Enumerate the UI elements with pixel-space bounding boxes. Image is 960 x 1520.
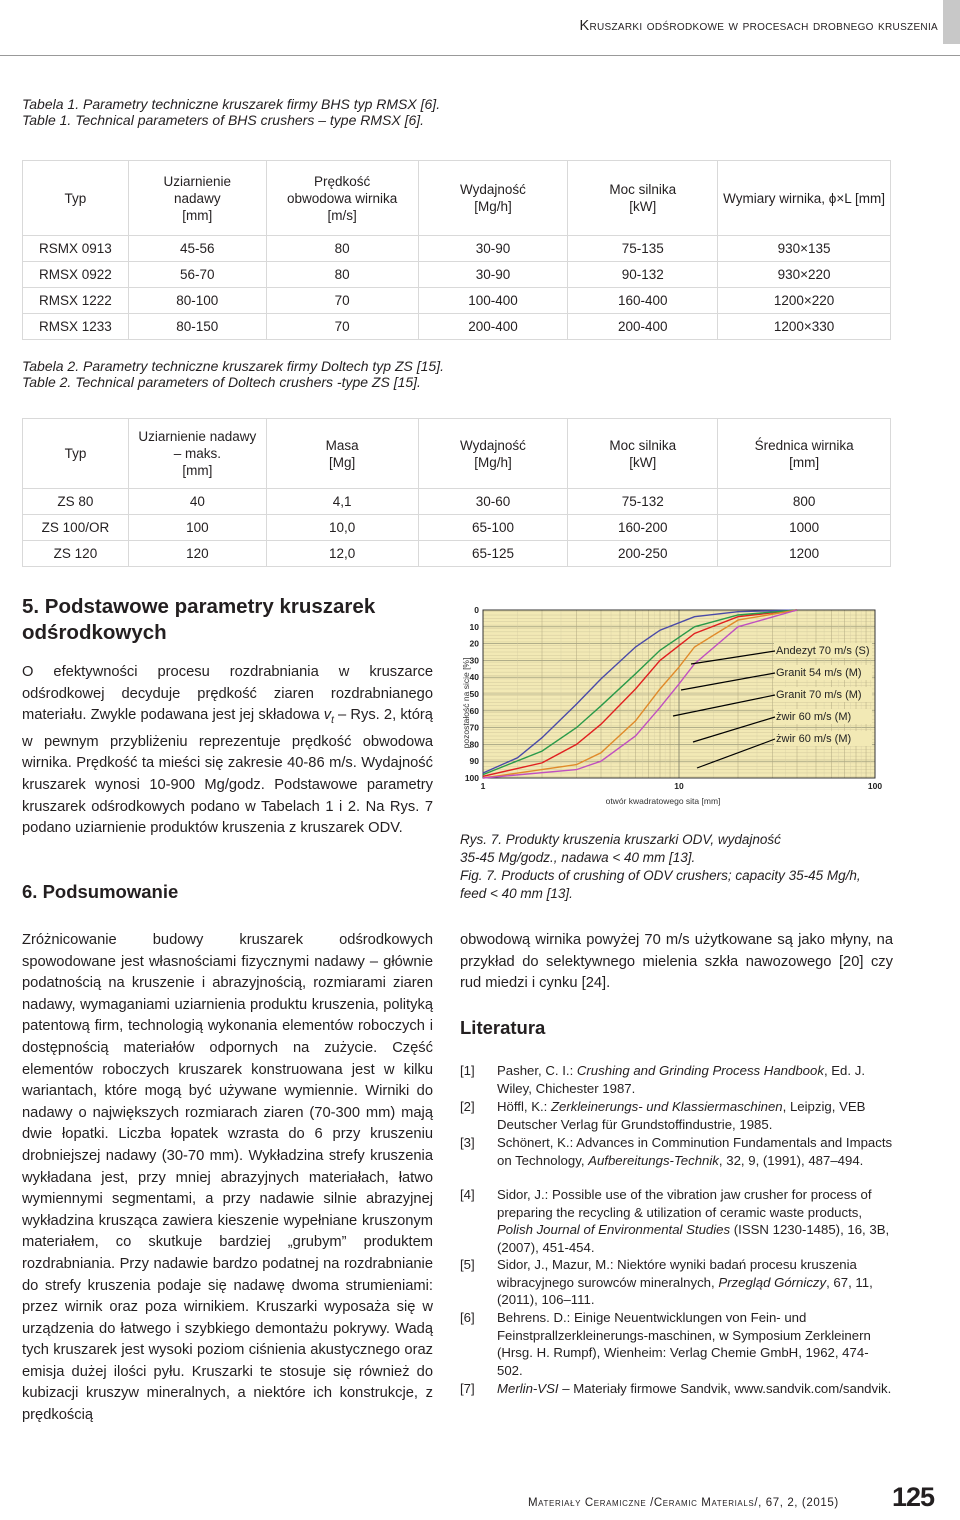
table2-cell: 40 [128,489,266,515]
table1-header-line: Typ [64,190,87,206]
table1-header-cell [266,161,418,236]
y-tick-label: 10 [469,621,479,632]
y-tick-label: 40 [469,672,479,683]
table2 [22,418,891,567]
table2-header-line: Uziarnienie nadawy [138,429,257,444]
page-number: 125 [892,1482,935,1512]
reference-text [497,1134,894,1169]
reference-item [460,1062,894,1097]
table1-cell: 80 [266,236,418,262]
table2-header-line: Średnica wirnika [754,437,854,453]
reference-italic-title: Przegląd Górniczy [718,1274,827,1290]
table1-header-line: [m/s] [327,207,357,223]
table1-cell: 70 [266,288,418,314]
reference-number: [3] [460,1135,475,1150]
table1-header-cell [23,161,129,236]
table2-header-cell [128,419,266,489]
table2-header-line: Masa [325,437,359,453]
reference-item [460,1309,894,1379]
y-tick-label: 30 [469,655,479,666]
section5-paragraph: O efektywności procesu rozdrabniania w kruszarce odśrodkowej decyduje prędkość ziaren rozdrabnianego materiału. Zwykle podawana jest jej składowa $v_t$ – Rys. 2, którą w pewnym przybliżeniu reprezentuje prędkość obwodowa wirnika. Prędkość ta mieści się zakresie 40-86 m/s. Wydajność kruszarek wynosi 10-900 Mg/godz. Podstawowe parametry kruszarek odśrodkowych podano w Tabelach 1 i 2. Na Rys. 7 podano uziarnienie produktów kruszenia z kruszarek ODV. [22,664,433,837]
table1-header-cell [418,161,568,236]
reference-number: [2] [460,1099,475,1114]
footer-journal: Materiały Ceramiczne /Ceramic Materials/, 67, 2, (2015) [528,1497,839,1509]
y-tick-label: 50 [469,689,479,699]
reference-number: [7] [460,1381,475,1396]
reference-italic-title: Merlin-VSI [497,1381,559,1396]
table1-row [23,236,891,262]
reference-text-part: , 67, 11, (2011), 106–111. [497,1274,873,1308]
y-tick-label: 70 [469,722,479,733]
table1-header-line: Uziarnienie [163,173,232,189]
header-tab-marker [943,0,960,44]
header-rule [0,55,960,56]
table2-header-line: [Mg/h] [474,454,512,470]
section6-heading: 6. Podsumowanie [22,881,179,902]
reference-text [497,1186,894,1256]
table2-header-line: Wydajność [460,437,526,453]
table1-cell: RMSX 1222 [23,288,129,314]
table1-header-cell [568,161,718,236]
table2-cell: 30-60 [418,489,568,515]
table1-header-line: Moc silnika [609,182,677,197]
table2-header-cell [266,419,418,489]
table2-cell: 12,0 [266,541,418,567]
table1-header-line: [kW] [629,199,657,214]
reference-item [460,1256,894,1309]
reference-number: [6] [460,1310,475,1325]
table1-cell: 70 [266,314,418,340]
table1-header-cell [128,161,266,236]
y-tick-label: 80 [469,739,479,750]
table2-row [23,515,891,541]
table2-row [23,489,891,515]
table2-header-line: [mm] [789,454,820,470]
table1-cell: 75-135 [568,236,718,262]
reference-text [497,1380,894,1398]
y-tick-label: 60 [469,705,479,716]
table2-header-cell [718,419,891,489]
table1-header-line: Wymiary wirnika, ϕ×L [mm] [723,190,885,206]
table1-cell: RMSX 0922 [23,262,129,288]
table2-header-line: [kW] [629,454,657,470]
table1-caption-en: Table 1. Technical parameters of BHS crushers – type RMSX [6]. [22,112,425,128]
table1-cell: 1200×220 [718,288,891,314]
figure7-caption-pl-2: 35-45 Mg/godz., nadawa < 40 mm [13]. [460,850,696,865]
table2-cell: 4,1 [266,489,418,515]
reference-text-part: Schönert, K.: Advances in Comminution Fundamentals and Impacts on Technology, [497,1135,893,1168]
legend-label: Granit 54 m/s (M) [776,667,862,679]
table1-header-line: [Mg/h] [474,199,512,214]
y-tick-label: 20 [469,638,479,649]
table1-cell: 30-90 [418,262,568,288]
table2-cell: 65-100 [418,515,568,541]
legend-label: Andezyt 70 m/s (S) [776,645,870,657]
table1-cell: 30-90 [418,236,568,262]
reference-text-part: Sidor, J., Mazur, M.: Niektóre wyniki badań procesu kruszenia wibracyjnego surowców mineralnych, [497,1257,857,1290]
table2-header-line: [mm] [182,463,213,478]
y-axis-label: pozostałość na sicie [%] [461,657,471,749]
y-tick-label: 0 [474,605,479,615]
table2-cell: ZS 100/OR [23,515,129,541]
reference-italic-title: Crushing and Grinding Process Handbook [576,1063,824,1078]
reference-text-part: Behrens. D.: Einige Neuentwicklungen von Fein- und Feinstprallzerkleinerungs-maschinen, w Symposium Zerkleinern (Hrsg. H. Rumpf), Wienheim: Verlag Chemie GmbH, 1962, 474-502. [497,1310,871,1378]
reference-text-part: , 32, 9, (1991), 487–494. [718,1152,864,1168]
table2-header-line: [Mg] [329,454,356,470]
table1-cell: RSMX 0913 [23,236,129,262]
legend-label: Granit 70 m/s (M) [776,689,862,701]
table1-cell: 90-132 [568,262,718,288]
x-tick-label: 10 [674,781,684,791]
y-tick-label: 100 [464,773,479,783]
velocity-subscript: t [331,715,334,727]
reference-item [460,1134,894,1169]
reference-item [460,1098,894,1133]
table2-cell: 65-125 [418,541,568,567]
table2-cell: 120 [128,541,266,567]
x-tick-label: 1 [480,781,486,791]
table1-cell: 1200×330 [718,314,891,340]
reference-text [497,1098,894,1133]
reference-number: [4] [460,1187,475,1202]
table2-cell: 1200 [718,541,891,567]
table2-header-cell [418,419,568,489]
table1-cell: 80-150 [128,314,266,340]
table1-cell: 100-400 [418,288,568,314]
figure7-chart [455,598,885,818]
table2-cell: ZS 80 [23,489,129,515]
table1-header-row [23,161,891,236]
table2-cell: 100 [128,515,266,541]
reference-item [460,1186,894,1256]
section6-paragraph-1: Zróżnicowanie budowy kruszarek odśrodkowych spowodowane jest własnościami fizycznymi nadawy – głównie podatnością na kruszenie i abrazyjnością, rozmiarami ziaren nadawy, wymaganiami uziarnienia produktu kruszenia, polityką patentową firm, technologią wykonania elementów roboczych i dostępnością materiałów odpornych na zużycie. Część elementów roboczych kruszarek konstruowana jest w kilku wariantach, które mogą być używane wymiennie. Wirniki do nadawy o największych rozmiarach ziaren (70-300 mm) mają dwie łopatki. Liczba łopatek wzrasta do 6 przy kruszeniu drobniejszej nadawy (30-70 mm). Wykładzina strefy kruszenia wykładana jest, przy mniej abrazyjnych materiałach, łatwo wymiennymi segmentami, a przy nadawie silnie abrazyjnej wykładzina krusząca zawiera kieszenie wypełniane kruszonym materiałem, co skutkuje bardziej „grubym” produktem rozdrabniania. Przy nadawie bardzo podatnej na rozdrabnianie do strefy kruszenia podaje się nadawę dwoma strumieniami: przez wirnik oraz poza wirnikiem. Kruszarki wyposaża się w urządzenia do łatwego i szybkiego demontażu pokrywy. Wadą tych kruszarek jest wysoki poziom ciśnienia akustycznego oraz emisja dużej ilości pyłu. Kruszarki te stosuje się również do kubizacji kruszyw mineralnych, a niektóre ich konstrukcje, z prędkością [22,932,433,1424]
table2-cell: 160-200 [568,515,718,541]
table2-header-line: – maks. [173,446,221,461]
table1-row [23,314,891,340]
y-tick-label: 90 [469,756,479,767]
reference-item [460,1380,894,1398]
table1-cell: RMSX 1233 [23,314,129,340]
table1 [22,160,891,340]
table1-header-line: nadawy [174,190,221,206]
table1-row [23,262,891,288]
reference-italic-title: Zerkleinerungs- und Klassiermaschinen [551,1099,783,1114]
table1-header-line: obwodowa wirnika [286,190,398,206]
table2-row [23,541,891,567]
figure7-caption-en-1: Fig. 7. Products of crushing of ODV crushers; capacity 35-45 Mg/h, [460,868,861,883]
reference-text [497,1309,894,1379]
reference-text [497,1256,894,1309]
table1-row [23,288,891,314]
table1-cell: 160-400 [568,288,718,314]
reference-italic-title: Aufbereitungs-Technik [588,1152,719,1168]
figure7-caption-pl-1: Rys. 7. Produkty kruszenia kruszarki ODV, wydajność [460,832,781,847]
table2-header-cell [568,419,718,489]
table1-caption-pl: Tabela 1. Parametry techniczne kruszarek firmy BHS typ RMSX [6]. [22,96,441,112]
table1-cell: 56-70 [128,262,266,288]
table2-header-row [23,419,891,489]
table1-header-line: Wydajność [460,182,526,197]
table1-cell: 45-56 [128,236,266,262]
reference-text [497,1062,894,1097]
table1-cell: 80-100 [128,288,266,314]
table1-header-line: Prędkość [314,173,371,189]
reference-text-part: Sidor, J.: Possible use of the vibration jaw crusher for process of preparing the recycling & utilization of ceramic waste products, [497,1187,872,1220]
table2-cell: 10,0 [266,515,418,541]
table1-header-cell [718,161,891,236]
table2-cell: 200-250 [568,541,718,567]
table2-cell: 1000 [718,515,891,541]
running-header-title: Kruszarki odśrodkowe w procesach drobnego kruszenia [579,18,938,34]
reference-text-part: Pasher, C. I.: [497,1063,577,1078]
table2-header-cell [23,419,129,489]
reference-text-part: , Ed. J. Wiley, Chichester 1987. [497,1063,865,1096]
table2-cell: 800 [718,489,891,515]
x-tick-label: 100 [867,781,883,791]
table1-cell: 200-400 [418,314,568,340]
table1-cell: 80 [266,262,418,288]
reference-number: [1] [460,1063,475,1078]
reference-text-part: , Leipzig, VEB Deutscher Verlag für Grundstoffindustrie, 1985. [497,1099,866,1132]
reference-text-part: (ISSN 1230-1485), 16, 3B, (2007), 451-454. [497,1222,890,1255]
legend-label: żwir 60 m/s (M) [776,711,852,723]
reference-text-part: – Materiały firmowe Sandvik, www.sandvik.com/sandvik. [558,1381,892,1396]
reference-italic-title: Polish Journal of Environmental Studies [497,1222,731,1238]
table2-cell: 75-132 [568,489,718,515]
table2-header-line: Moc silnika [609,437,677,453]
section6-paragraph-2: obwodową wirnika powyżej 70 m/s użytkowane są jako młyny, na przykład do selektywnego mielenia szkła nawozowego [20] czy rud miedzi i cynku [24]. [460,932,893,992]
literature-heading: Literatura [460,1017,546,1038]
table1-cell: 930×220 [718,262,891,288]
table2-cell: ZS 120 [23,541,129,567]
table1-header-line: [mm] [182,207,213,223]
reference-number: [5] [460,1257,475,1272]
legend-label: żwir 60 m/s (M) [776,733,852,745]
x-axis-label: otwór kwadratowego sita [mm] [605,796,721,806]
table1-cell: 930×135 [718,236,891,262]
table1-cell: 200-400 [568,314,718,340]
table2-header-line: Typ [64,446,87,461]
section5-heading: 5. Podstawowe parametry kruszarek odśrodkowych [22,595,376,644]
reference-text-part: Höffl, K.: [497,1099,551,1114]
figure7-caption-en-2: feed < 40 mm [13]. [460,886,573,901]
velocity-symbol: v [323,707,332,724]
table2-caption-en: Table 2. Technical parameters of Doltech crushers -type ZS [15]. [22,374,421,390]
table2-caption-pl: Tabela 2. Parametry techniczne kruszarek firmy Doltech typ ZS [15]. [22,358,444,374]
